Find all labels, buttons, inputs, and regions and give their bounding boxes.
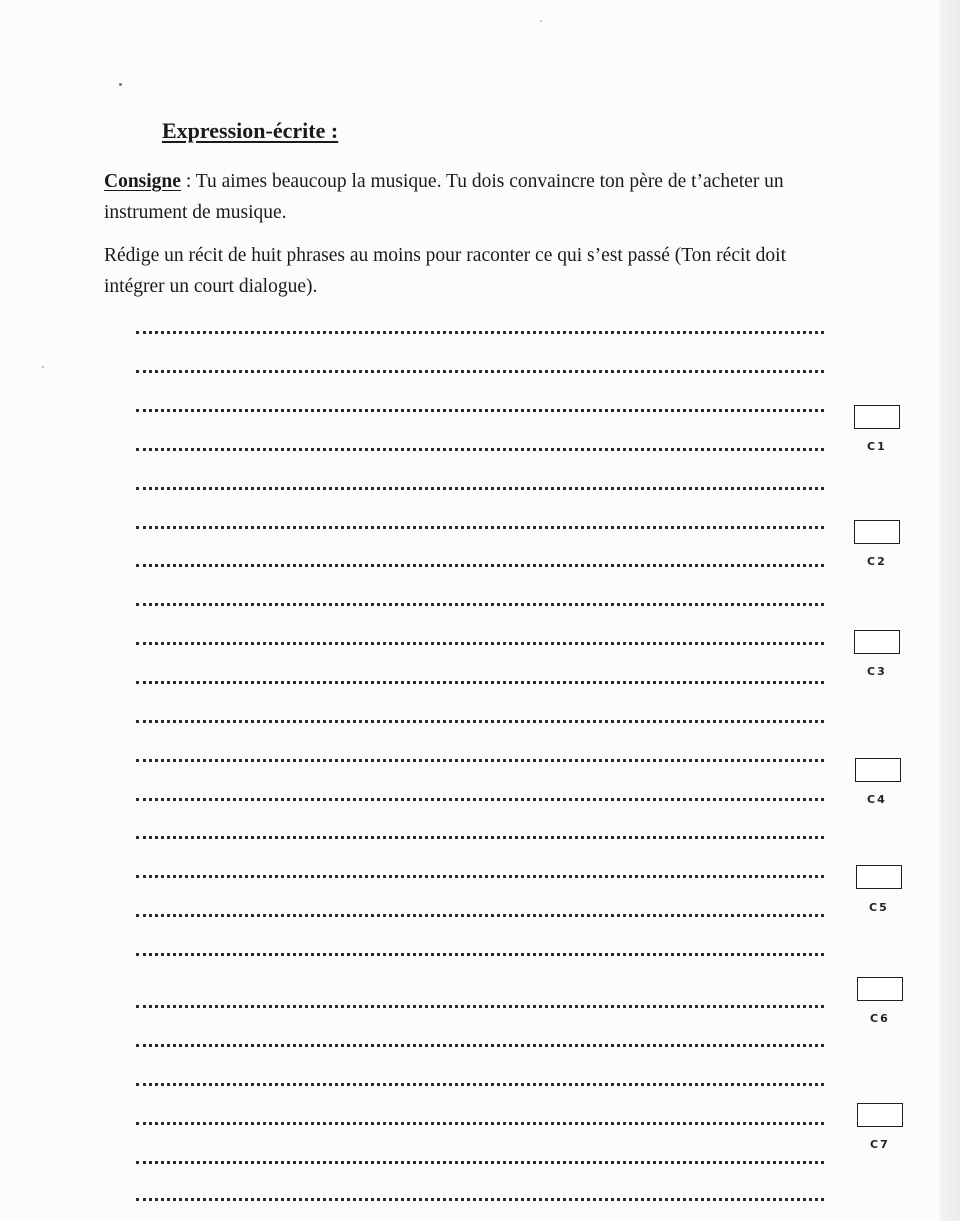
writing-line[interactable]: [136, 914, 824, 917]
score-label-c7: C7: [870, 1138, 890, 1151]
score-label-c2: C2: [867, 555, 887, 568]
instruction-paragraph: Rédige un récit de huit phrases au moins pour raconter ce qui s’est passé (Ton récit doit intégrer un court dialogue).: [104, 245, 787, 297]
score-box-c1[interactable]: [854, 405, 900, 429]
writing-line[interactable]: [136, 1005, 824, 1008]
score-box-c6[interactable]: [857, 977, 903, 1001]
scan-speck: [540, 20, 542, 22]
consigne-text: : Tu aimes beaucoup la musique. Tu dois convaincre ton père de t’acheter un instrument de musique.: [104, 171, 784, 223]
writing-line[interactable]: [136, 681, 824, 684]
writing-line[interactable]: [136, 798, 824, 801]
score-label-c4: C4: [867, 793, 887, 806]
writing-line[interactable]: [136, 1198, 824, 1201]
writing-line[interactable]: [136, 720, 824, 723]
score-label-c1: C1: [867, 440, 887, 453]
writing-line[interactable]: [136, 1122, 824, 1125]
score-box-c3[interactable]: [854, 630, 900, 654]
writing-line[interactable]: [136, 1161, 824, 1164]
writing-line[interactable]: [136, 564, 824, 567]
score-label-c3: C3: [867, 665, 887, 678]
writing-line[interactable]: [136, 487, 824, 490]
writing-line[interactable]: [136, 759, 824, 762]
writing-line[interactable]: [136, 526, 824, 529]
score-box-c5[interactable]: [856, 865, 902, 889]
writing-line[interactable]: [136, 370, 824, 373]
scan-speck: [42, 366, 44, 368]
scan-edge: [940, 0, 960, 1221]
consigne-paragraph: [104, 166, 824, 228]
score-box-c2[interactable]: [854, 520, 900, 544]
exercise-title: Expression-écrite :: [162, 118, 339, 143]
writing-line[interactable]: [136, 331, 824, 334]
writing-line[interactable]: [136, 409, 824, 412]
writing-line[interactable]: [136, 448, 824, 451]
writing-line[interactable]: [136, 836, 824, 839]
writing-line[interactable]: [136, 875, 824, 878]
writing-line[interactable]: [136, 1083, 824, 1086]
writing-line[interactable]: [136, 603, 824, 606]
score-label-c6: C6: [870, 1012, 890, 1025]
score-box-c7[interactable]: [857, 1103, 903, 1127]
writing-line[interactable]: [136, 953, 824, 956]
scan-speck: [119, 83, 122, 86]
score-label-c5: C5: [869, 901, 889, 914]
score-box-c4[interactable]: [855, 758, 901, 782]
writing-line[interactable]: [136, 1044, 824, 1047]
writing-line[interactable]: [136, 642, 824, 645]
consigne-label: Consigne: [104, 171, 181, 192]
